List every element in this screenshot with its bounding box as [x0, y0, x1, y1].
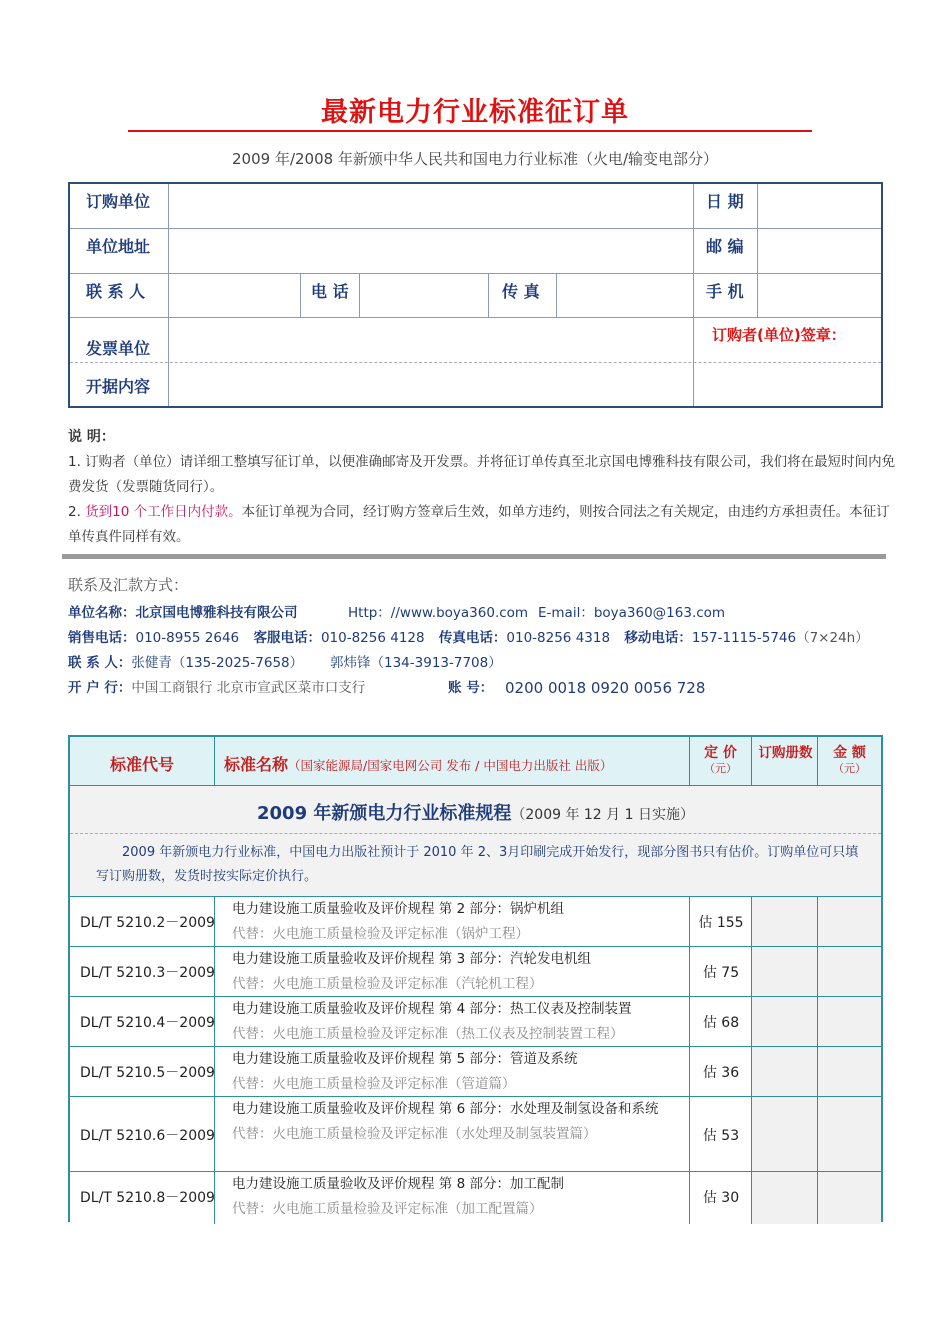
address-field[interactable]	[169, 229, 693, 273]
qty-input[interactable]	[752, 997, 817, 1047]
invoice-content-field[interactable]	[169, 363, 693, 406]
standard-code: DL/T 5210.2－2009	[80, 915, 215, 931]
postcode-label: 邮 编	[706, 237, 744, 256]
table-row	[70, 1097, 881, 1172]
contact-person-2: 郭炜锋（134-3913-7708）	[330, 655, 502, 671]
standard-price: 估 155	[698, 915, 744, 931]
website-link[interactable]: Http：//www.boya360.com	[348, 605, 529, 621]
payment-terms-highlight: 货到10 个工作日内付款。	[85, 504, 242, 520]
service-phone: 010-8256 4128	[320, 630, 425, 646]
order-form	[68, 182, 883, 408]
phone-field[interactable]	[360, 274, 488, 317]
col-name-header: 标准名称（国家能源局/国家电网公司 发布 / 中国电力出版社 出版）	[224, 755, 613, 774]
sales-phone: 010-8955 2646	[135, 630, 240, 646]
standard-name: 电力建设施工质量验收及评价规程 第 8 部分：加工配制 代替：火电施工质量检验及评定标准（加工配置篇）	[232, 1172, 682, 1222]
fax-label: 传 真	[502, 282, 540, 301]
table-row	[70, 1047, 881, 1097]
standard-code: DL/T 5210.3－2009	[80, 965, 215, 981]
contact-field[interactable]	[169, 274, 300, 317]
standard-price: 估 75	[702, 965, 740, 981]
note-item-1: 1. 订购者（单位）请详细工整填写征订单，以便准确邮寄及开发票。并将征订单传真至北京国电博雅科技有限公司，我们将在最短时间内免费发货（发票随货同行）。	[68, 454, 896, 495]
standard-price: 估 30	[702, 1190, 740, 1206]
section-note: 2009 年新颁电力行业标准，中国电力出版社预计于 2010 年 2、3月印刷完成开始发行，现部分图书只有估价。订购单位可只填写订购册数，发货时按实际定价执行。	[96, 845, 859, 884]
standard-code: DL/T 5210.6－2009	[80, 1127, 215, 1144]
qty-input[interactable]	[752, 897, 817, 947]
qty-input[interactable]	[752, 1172, 817, 1222]
bank-account: 0200 0018 0920 0056 728	[505, 679, 706, 697]
amount-field	[818, 897, 881, 947]
replaced-standard: 代替：火电施工质量检验及评定标准（加工配置篇）	[232, 1201, 543, 1217]
address-label: 单位地址	[86, 237, 151, 256]
qty-input[interactable]	[752, 1047, 817, 1097]
signature-field[interactable]	[694, 344, 881, 406]
col-price-header: 定 价 （元）	[704, 745, 737, 775]
mobile-label: 手 机	[706, 282, 744, 301]
contact-label: 联 系 人	[86, 282, 146, 301]
date-field[interactable]	[758, 184, 881, 228]
title-underline	[128, 130, 812, 132]
section-title: 2009 年新颁电力行业标准规程（2009 年 12 月 1 日实施）	[257, 803, 694, 824]
mobile-field[interactable]	[758, 274, 881, 317]
standard-name: 电力建设施工质量验收及评价规程 第 4 部分：热工仪表及控制装置 代替：火电施工质量检验及评定标准（热工仪表及控制装置工程）	[232, 997, 682, 1047]
bank-name: 中国工商银行 北京市宣武区菜市口支行	[131, 680, 366, 696]
fax-phone: 010-8256 4318	[506, 630, 611, 646]
notes-heading: 说 明：	[68, 429, 115, 445]
contact-title: 联系及汇款方式：	[68, 576, 189, 594]
amount-field	[818, 1172, 881, 1222]
mobile-phone: 157-1115-5746	[691, 630, 797, 646]
qty-input[interactable]	[752, 947, 817, 997]
page-title: 最新电力行业标准征订单	[321, 97, 629, 128]
qty-input[interactable]	[752, 1097, 817, 1172]
standards-table	[68, 735, 883, 1222]
standard-name: 电力建设施工质量验收及评价规程 第 6 部分：水处理及制氢设备和系统 代替：火电施工质量检验及评定标准（水处理及制氢装置篇）	[232, 1097, 682, 1147]
col-qty-header: 订购册数	[758, 745, 813, 761]
note-item-2: 2. 货到10 个工作日内付款。本征订单视为合同，经订购方签章后生效，如单方违约，则按合同法之有关规定，由违约方承担责任。本征订单传真件同样有效。	[68, 504, 890, 545]
replaced-standard: 代替：火电施工质量检验及评定标准（汽轮机工程）	[232, 976, 543, 992]
amount-field	[818, 1047, 881, 1097]
invoice-content-label: 开据内容	[86, 377, 151, 396]
replaced-standard: 代替：火电施工质量检验及评定标准（热工仪表及控制装置工程）	[232, 1026, 624, 1042]
fax-field[interactable]	[557, 274, 693, 317]
company-name: 北京国电博雅科技有限公司	[135, 605, 298, 621]
table-row	[70, 997, 881, 1047]
section-divider	[62, 554, 886, 559]
standard-name: 电力建设施工质量验收及评价规程 第 5 部分：管道及系统 代替：火电施工质量检验及评定标准（管道篇）	[232, 1047, 682, 1097]
order-unit-label: 订购单位	[86, 192, 151, 211]
signature-label: 订购者(单位)签章：	[712, 326, 846, 344]
table-row	[70, 947, 881, 997]
replaced-standard: 代替：火电施工质量检验及评定标准（管道篇）	[232, 1076, 516, 1092]
standard-code: DL/T 5210.8－2009	[80, 1190, 215, 1206]
replaced-standard: 代替：火电施工质量检验及评定标准（水处理及制氢装置篇）	[232, 1126, 597, 1142]
invoice-unit-label: 发票单位	[86, 339, 151, 358]
postcode-field[interactable]	[758, 229, 881, 273]
standard-code: DL/T 5210.5－2009	[80, 1065, 215, 1081]
page-subtitle: 2009 年/2008 年新颁中华人民共和国电力行业标准（火电/输变电部分）	[232, 150, 718, 168]
contact-person-1: 张健青（135-2025-7658）	[131, 655, 304, 671]
col-code-header: 标准代号	[109, 755, 174, 774]
standard-price: 估 53	[702, 1127, 740, 1144]
contact-section: 联系及汇款方式： 单位名称：北京国电博雅科技有限公司 Http：//www.boya360.com E-mail：boya360@163.com 销售电话：010-8955 2646 客服电话：010-8256 4128 传真电话：010-8256 4318 移动电话：157-1115-5746（7×24h） 联 系 人：张健青（135-2025-7658） 郭炜锋（134-3913-7708） 开 户 行：中国工商银行 北京市宣武区菜市口支行 账 号： 0200 0018 0920 0056 728	[68, 574, 898, 701]
standard-price: 估 68	[702, 1015, 740, 1031]
standard-name: 电力建设施工质量验收及评价规程 第 3 部分：汽轮发电机组 代替：火电施工质量检验及评定标准（汽轮机工程）	[232, 947, 682, 997]
email-link[interactable]: E-mail：boya360@163.com	[538, 605, 726, 621]
amount-field	[818, 1097, 881, 1172]
table-row	[70, 1172, 881, 1222]
standard-price: 估 36	[702, 1065, 740, 1081]
amount-field	[818, 947, 881, 997]
notes-section	[68, 425, 898, 550]
amount-field	[818, 997, 881, 1047]
standard-name: 电力建设施工质量验收及评价规程 第 2 部分：锅炉机组 代替：火电施工质量检验及评定标准（锅炉工程）	[232, 897, 682, 947]
replaced-standard: 代替：火电施工质量检验及评定标准（锅炉工程）	[232, 926, 529, 942]
invoice-unit-field[interactable]	[169, 318, 693, 362]
table-row	[70, 897, 881, 947]
col-amount-header: 金 额 （元）	[833, 745, 866, 775]
phone-label: 电 话	[311, 282, 349, 301]
date-label: 日 期	[706, 192, 744, 211]
order-unit-field[interactable]	[169, 184, 693, 228]
standard-code: DL/T 5210.4－2009	[80, 1015, 215, 1031]
